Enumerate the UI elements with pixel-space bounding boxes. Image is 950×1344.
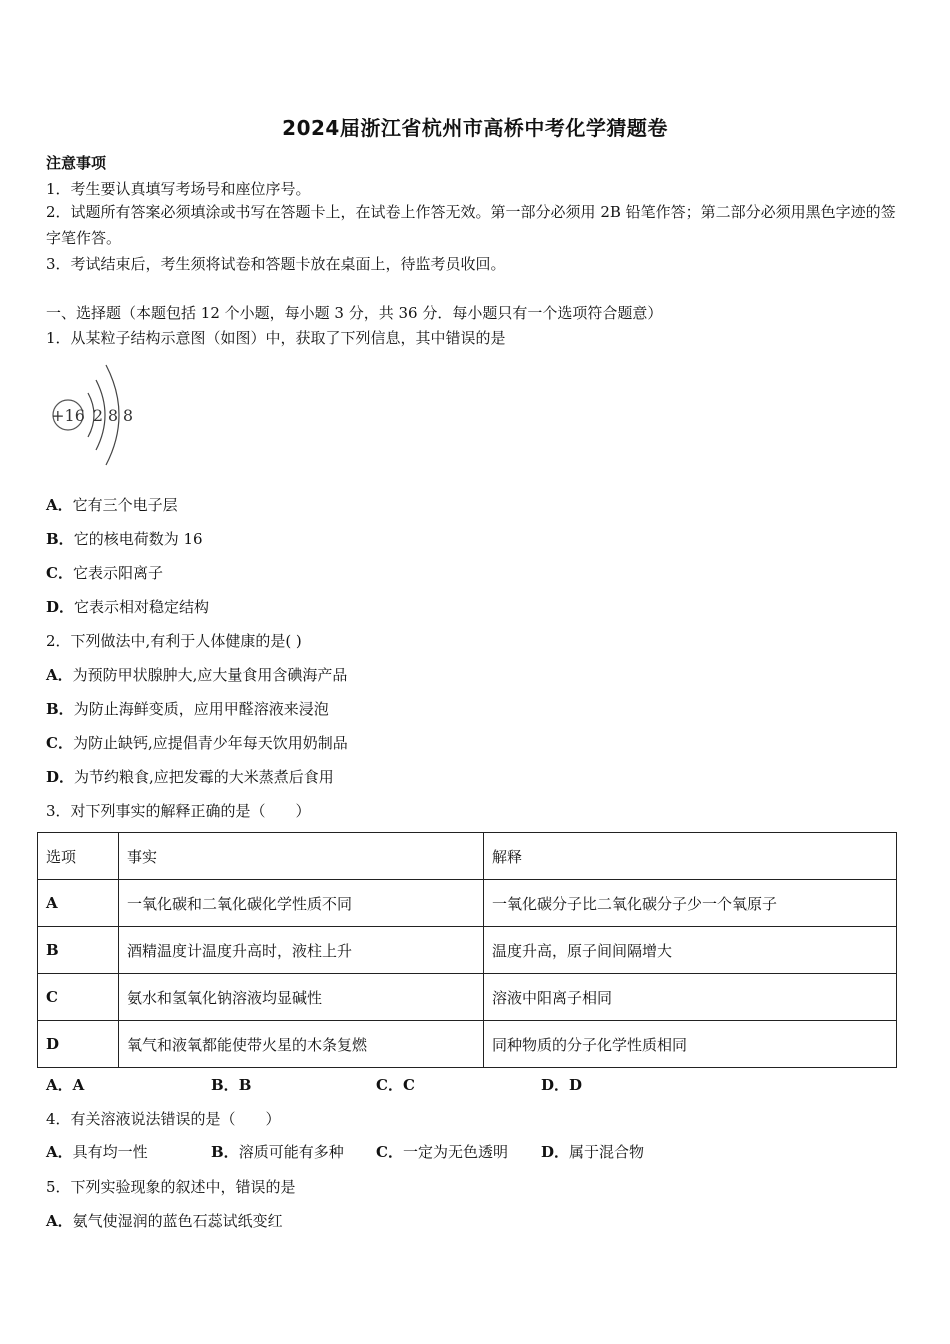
q1-option-d: D．它表示相对稳定结构: [46, 598, 210, 616]
table-cell: 氧气和液氧都能使带火星的木条复燃: [119, 1021, 484, 1068]
notice-heading: 注意事项: [46, 154, 107, 172]
q3-option-a: A．A: [46, 1076, 85, 1094]
shell-3-electrons: 8: [122, 406, 134, 425]
q5-stem: 5．下列实验现象的叙述中，错误的是: [46, 1178, 296, 1196]
table-header-cell: 解释: [484, 833, 897, 880]
table-cell: C: [38, 974, 119, 1021]
shell-2-electrons: 8: [107, 406, 119, 425]
q4-option-b: B．溶质可能有多种: [211, 1143, 344, 1161]
table-row: [38, 974, 897, 1021]
notice-item-1: 1．考生要认真填写考场号和座位序号。: [46, 180, 311, 198]
table-cell: 一氧化碳和二氧化碳化学性质不同: [119, 880, 484, 927]
page-title: 2024届浙江省杭州市高桥中考化学猜题卷: [282, 116, 668, 140]
table-row: [38, 927, 897, 974]
atom-structure-diagram: [48, 360, 148, 475]
table-row: [38, 1021, 897, 1068]
table-header-cell: 选项: [38, 833, 119, 880]
table-cell: 温度升高，原子间间隔增大: [484, 927, 897, 974]
q3-stem: 3．对下列事实的解释正确的是（ ）: [46, 802, 311, 820]
q2-option-a: A．为预防甲状腺肿大,应大量食用含碘海产品: [46, 666, 348, 684]
nucleus-charge: +16: [51, 406, 85, 425]
q4-option-a: A．具有均一性: [46, 1143, 148, 1161]
q2-option-b: B．为防止海鲜变质，应用甲醛溶液来浸泡: [46, 700, 329, 718]
table-cell: A: [38, 880, 119, 927]
table-cell: 同种物质的分子化学性质相同: [484, 1021, 897, 1068]
q1-stem: 1．从某粒子结构示意图（如图）中，获取了下列信息，其中错误的是: [46, 329, 506, 347]
q2-option-d: D．为节约粮食,应把发霉的大米蒸煮后食用: [46, 768, 334, 786]
table-row: [38, 880, 897, 927]
shell-1-electrons: 2: [92, 406, 104, 425]
table-cell: B: [38, 927, 119, 974]
table-header-cell: 事实: [119, 833, 484, 880]
q4-option-c: C．一定为无色透明: [376, 1143, 508, 1161]
q1-option-a: A．它有三个电子层: [46, 496, 178, 514]
q4-option-d: D．属于混合物: [541, 1143, 645, 1161]
q2-option-c: C．为防止缺钙,应提倡青少年每天饮用奶制品: [46, 734, 348, 752]
table-header-row: [38, 833, 897, 880]
q3-option-b: B．B: [211, 1076, 252, 1094]
table-cell: 酒精温度计温度升高时，液柱上升: [119, 927, 484, 974]
notice-item-3: 3．考试结束后，考生须将试卷和答题卡放在桌面上，待监考员收回。: [46, 255, 506, 273]
section-heading: 一、选择题（本题包括 12 个小题，每小题 3 分，共 36 分．每小题只有一个选项符合题意）: [46, 304, 663, 322]
q2-stem: 2．下列做法中,有利于人体健康的是( ): [46, 632, 302, 650]
notice-item-2: 2．试题所有答案必须填涂或书写在答题卡上，在试卷上作答无效。第一部分必须用 2B 铅笔作答；第二部分必须用黑色字迹的签字笔作答。: [46, 203, 896, 247]
q3-option-d: D．D: [541, 1076, 583, 1094]
table-cell: 氨水和氢氧化钠溶液均显碱性: [119, 974, 484, 1021]
q3-facts-table: [37, 832, 897, 1068]
q1-option-c: C．它表示阳离子: [46, 564, 163, 582]
q1-option-b: B．它的核电荷数为 16: [46, 530, 203, 548]
q3-option-c: C．C: [376, 1076, 415, 1094]
table-cell: 溶液中阳离子相同: [484, 974, 897, 1021]
table-cell: D: [38, 1021, 119, 1068]
table-cell: 一氧化碳分子比二氧化碳分子少一个氧原子: [484, 880, 897, 927]
q4-stem: 4．有关溶液说法错误的是（ ）: [46, 1110, 281, 1128]
q5-option-a: A．氨气使湿润的蓝色石蕊试纸变红: [46, 1212, 283, 1230]
